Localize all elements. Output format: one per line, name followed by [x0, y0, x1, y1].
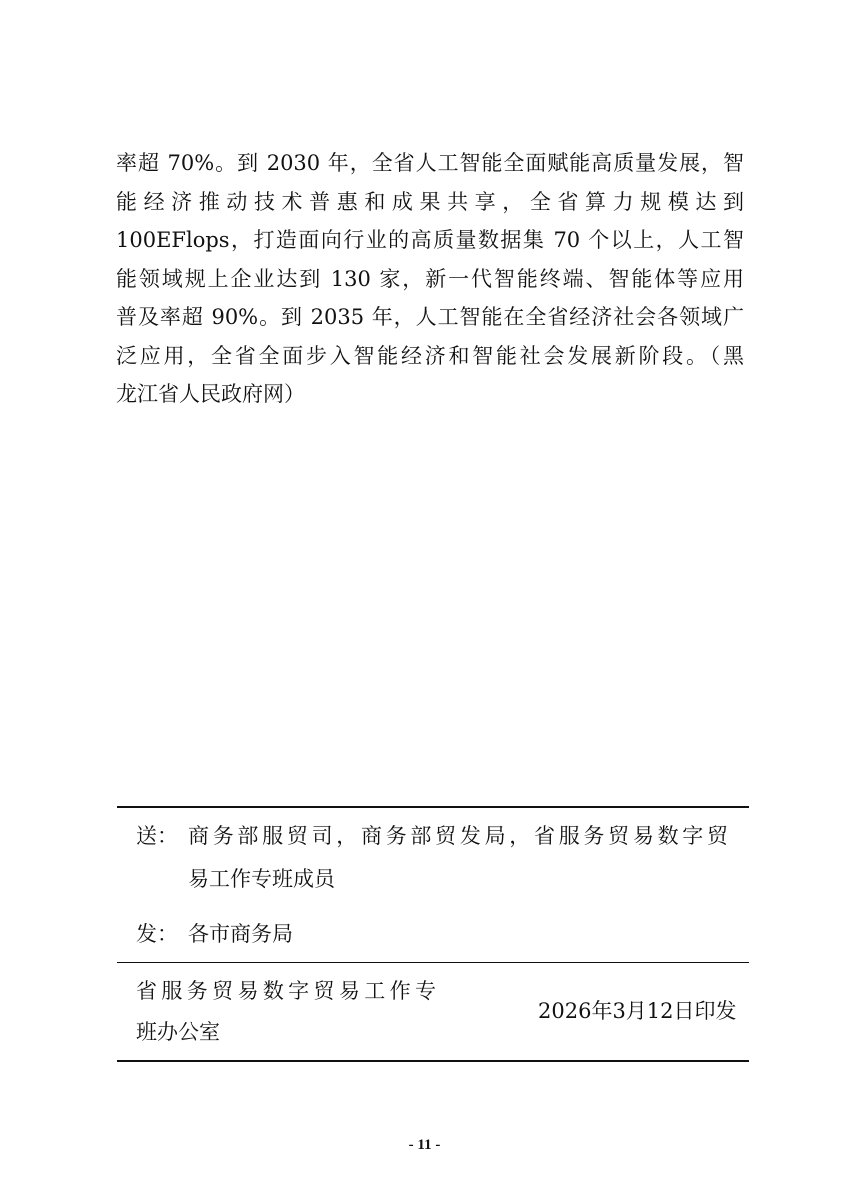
- divider-middle: [117, 962, 749, 963]
- body-line: 能领域规上企业达到 130 家，新一代智能终端、智能体等应用: [116, 266, 744, 291]
- divider-top: [117, 806, 749, 808]
- send-to-label: 送：: [136, 824, 178, 848]
- body-line: 泛应用，全省全面步入智能经济和智能社会发展新阶段。（黑: [116, 343, 744, 368]
- issuer-line: 省服务贸易数字贸易工作专: [136, 979, 436, 1003]
- body-line: 普及率超 90%。到 2035 年，人工智能在全省经济社会各领域广: [116, 305, 744, 329]
- body-line: 龙江省人民政府网）: [116, 382, 305, 406]
- issue-to-label: 发：: [136, 922, 178, 946]
- page-number: - 11 -: [408, 1137, 441, 1153]
- issuer: [136, 981, 436, 1043]
- body-line: 能经济推动技术普惠和成果共享，全省算力规模达到: [116, 189, 744, 214]
- body-line: 100EFlops，打造面向行业的高质量数据集 70 个以上，人工智: [116, 228, 744, 252]
- issue-date: 2026年3月12日印发: [538, 999, 737, 1023]
- send-to-line: 易工作专班成员: [188, 867, 335, 891]
- body-paragraph: [116, 153, 744, 423]
- divider-bottom: [117, 1060, 749, 1062]
- send-to-line: 商务部服贸司，商务部贸发局，省服务贸易数字贸: [188, 824, 728, 848]
- body-line: 率超 70%。到 2030 年，全省人工智能全面赋能高质量发展，智: [116, 151, 744, 175]
- issue-to-value: 各市商务局: [188, 922, 293, 946]
- issuer-line: 班办公室: [136, 1020, 220, 1044]
